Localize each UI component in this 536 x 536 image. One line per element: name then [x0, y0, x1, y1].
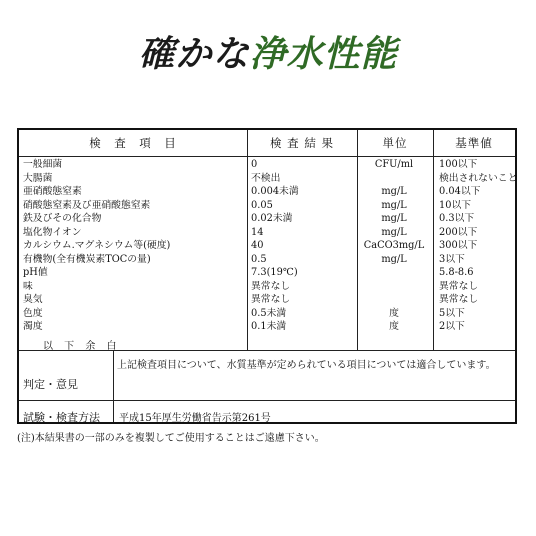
header-result: 検 査 結 果: [270, 136, 334, 150]
table-row: カルシウム.マグネシウム等(硬度) 40 CaCO3mg/L 300以下: [23, 240, 478, 251]
table-row: 亜硝酸態窒素 0.004未満 mg/L 0.04以下: [23, 186, 481, 197]
judgment-text: 上記検査項目について、水質基準が定められている項目については適合しています。: [117, 360, 496, 371]
title-black-part: 確かな: [138, 33, 250, 75]
test-results-table: [17, 128, 517, 424]
table-row: 味 異常なし 異常なし: [23, 280, 479, 292]
table-row: 塩化物イオン 14 mg/L 200以下: [23, 226, 478, 238]
judgment-label: 判定・意見: [23, 378, 78, 391]
table-row: 大腸菌 不検出 検出されないこと: [23, 172, 518, 184]
header-unit: 単位: [382, 136, 408, 150]
header-item: 検 査 項 目: [89, 136, 177, 150]
table-row: 硝酸態窒素及び亜硝酸態窒素 0.05 mg/L 10以下: [23, 199, 472, 211]
title-green-part: 浄水性能: [249, 33, 398, 75]
table-row: 鉄及びその化合物 0.02未満 mg/L 0.3以下: [23, 213, 475, 224]
disclaimer-note: (注)本結果書の一部のみを複製してご使用することはご遠慮下さい。: [17, 433, 325, 444]
table-row: 色度 0.5未満 度 5以下: [23, 307, 465, 319]
table-row: 臭気 異常なし 異常なし: [23, 294, 479, 305]
table-row: pH値 7.3(19℃) 5.8-8.6: [23, 267, 474, 278]
table-row: 濁度 0.1未満 度 2以下: [23, 321, 465, 332]
header-standard: 基準値: [455, 136, 493, 150]
page-title: [0, 32, 536, 76]
table-row: 一般細菌 0 CFU/ml 100以下: [23, 159, 478, 170]
method-label: 試験・検査方法: [23, 411, 100, 424]
remainder-blank-note: 以 下 余 白: [43, 341, 121, 352]
table-row: 有機物(全有機炭素TOCの量) 0.5 mg/L 3以下: [23, 253, 465, 265]
method-text: 平成15年厚生労働省告示第261号: [119, 413, 271, 424]
